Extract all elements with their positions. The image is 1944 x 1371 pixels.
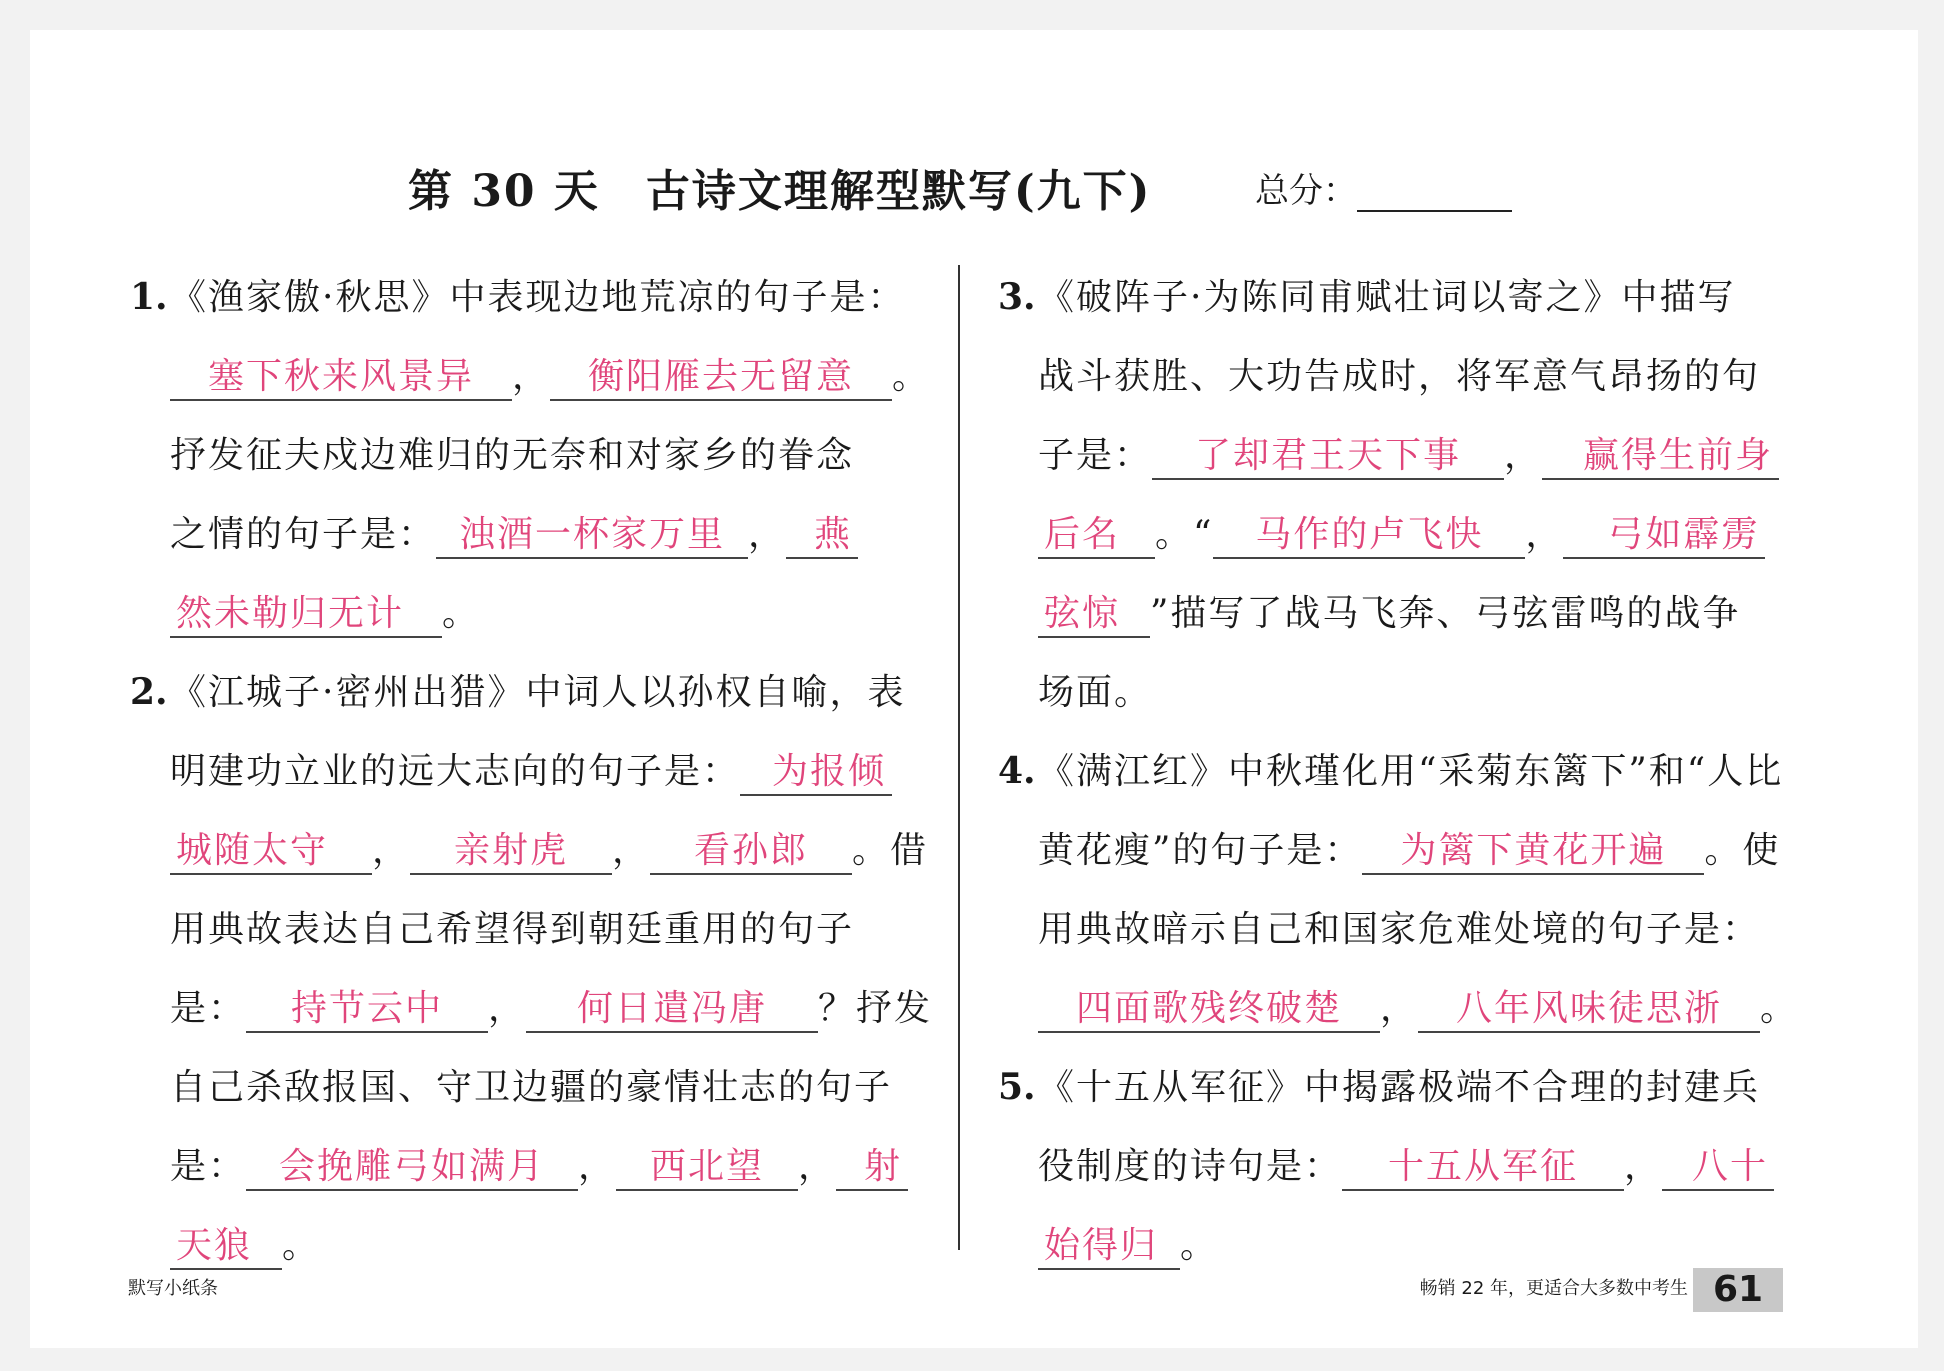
answer-line <box>170 732 930 811</box>
question-text: 自己杀敌报国、守卫边疆的豪情壮志的句子 <box>170 1067 893 1108</box>
punct: 。 <box>892 356 931 397</box>
answer-line <box>1038 416 1813 495</box>
answer-blank[interactable]: 塞下秋来风景异 <box>170 355 512 401</box>
question-number: 5. <box>998 1066 1036 1108</box>
answer-line <box>1038 495 1813 574</box>
answer-blank[interactable]: 为报倾 <box>740 750 892 796</box>
question-text: 《渔家傲·秋思》中表现边地荒凉的句子是： <box>170 277 906 318</box>
score-blank[interactable] <box>1357 178 1512 212</box>
answer-blank[interactable]: 马作的卢飞快 <box>1213 513 1525 559</box>
question-text: 是： <box>170 1146 247 1187</box>
score-label: 总分： <box>1255 171 1357 211</box>
worksheet-page <box>30 30 1918 1348</box>
answer-blank[interactable]: 了却君王天下事 <box>1152 434 1504 480</box>
question-text: 之情的句子是： <box>170 514 437 555</box>
question-4 <box>998 732 1813 1048</box>
answer-blank[interactable]: 赢得生前身 <box>1542 434 1779 480</box>
punct: 。 <box>1180 1225 1219 1266</box>
question-text: 战斗获胜、大功告成时，将军意气昂扬的句 <box>1038 356 1761 397</box>
punct: 。 <box>442 593 481 634</box>
score-field <box>1255 163 1512 212</box>
question-number: 3. <box>998 276 1036 318</box>
punct: ， <box>372 830 411 871</box>
answer-line <box>170 1206 930 1285</box>
punct: ， <box>1380 988 1419 1029</box>
punct: ， <box>1624 1146 1663 1187</box>
question-text: 明建功立业的远大志向的句子是： <box>170 751 741 792</box>
right-column <box>998 258 1813 1285</box>
left-column <box>130 258 933 1285</box>
question-text: 用典故表达自己希望得到朝廷重用的句子 <box>170 909 855 950</box>
question-text: ”描写了战马飞奔、弓弦雷鸣的战争 <box>1150 593 1741 634</box>
answer-line <box>170 337 930 416</box>
answer-blank[interactable]: 天狼 <box>170 1224 282 1270</box>
question-text: 场面。 <box>1038 672 1153 713</box>
answer-blank[interactable]: 衡阳雁去无留意 <box>550 355 892 401</box>
punct: ， <box>748 514 787 555</box>
question-5 <box>998 1048 1813 1285</box>
punct: 。 <box>1760 988 1799 1029</box>
punct: ， <box>512 356 551 397</box>
answer-blank[interactable]: 射 <box>836 1145 908 1191</box>
question-2 <box>130 653 933 1285</box>
answer-blank[interactable]: 浊酒一杯家万里 <box>436 513 748 559</box>
question-3 <box>998 258 1813 732</box>
question-text: 抒发征夫戍边难归的无奈和对家乡的眷念 <box>170 435 855 476</box>
answer-blank[interactable]: 会挽雕弓如满月 <box>246 1145 578 1191</box>
header <box>30 155 1918 225</box>
question-text: 用典故暗示自己和国家危难处境的句子是： <box>1038 909 1761 950</box>
question-number: 1. <box>130 276 168 318</box>
punct: 。 <box>282 1225 321 1266</box>
punct: ， <box>612 830 651 871</box>
answer-blank[interactable]: 始得归 <box>1038 1224 1180 1270</box>
question-text: 。使 <box>1704 830 1781 871</box>
column-divider <box>958 265 960 1250</box>
answer-blank[interactable]: 西北望 <box>616 1145 798 1191</box>
answer-blank[interactable]: 城随太守 <box>170 829 372 875</box>
answer-blank[interactable]: 十五从军征 <box>1342 1145 1624 1191</box>
answer-blank[interactable]: 后名 <box>1038 513 1155 559</box>
answer-blank[interactable]: 何日遣冯唐 <box>526 987 818 1033</box>
page-number: 61 <box>1693 1268 1783 1312</box>
question-text: 《江城子·密州出猎》中词人以孙权自喻，表 <box>170 672 906 713</box>
answer-blank[interactable]: 弓如霹雳 <box>1563 513 1765 559</box>
punct: ， <box>798 1146 837 1187</box>
question-text: 是： <box>170 988 247 1029</box>
answer-line <box>1038 811 1813 890</box>
answer-line <box>170 811 930 890</box>
answer-blank[interactable]: 燕 <box>786 513 858 559</box>
question-number: 4. <box>998 750 1036 792</box>
answer-line <box>170 495 930 574</box>
answer-line <box>1038 969 1813 1048</box>
answer-blank[interactable]: 八十 <box>1662 1145 1774 1191</box>
question-text: 役制度的诗句是： <box>1038 1146 1343 1187</box>
punct: ， <box>578 1146 617 1187</box>
answer-line <box>1038 1127 1813 1206</box>
punct: 。“ <box>1155 514 1214 555</box>
answer-blank[interactable]: 为篱下黄花开遍 <box>1362 829 1704 875</box>
question-text: 《破阵子·为陈同甫赋壮词以寄之》中描写 <box>1038 277 1736 318</box>
question-1 <box>130 258 930 653</box>
answer-line <box>1038 574 1813 653</box>
punct: ， <box>1525 514 1564 555</box>
question-text: 黄花瘦”的句子是： <box>1038 830 1363 871</box>
punct: ， <box>1504 435 1543 476</box>
punct: ， <box>488 988 527 1029</box>
answer-blank[interactable]: 四面歌残终破楚 <box>1038 987 1380 1033</box>
answer-blank[interactable]: 持节云中 <box>246 987 488 1033</box>
answer-blank[interactable]: 看孙郎 <box>650 829 852 875</box>
answer-blank[interactable]: 亲射虎 <box>410 829 612 875</box>
answer-line <box>170 1127 930 1206</box>
answer-blank[interactable]: 弦惊 <box>1038 592 1150 638</box>
answer-blank[interactable]: 然未勒归无计 <box>170 592 442 638</box>
footer-label: 默写小纸条 <box>128 1278 218 1299</box>
answer-line <box>170 969 933 1048</box>
footer-slogan: 畅销 22 年，更适合大多数中考生 <box>1419 1278 1688 1299</box>
answer-blank[interactable]: 八年风味徒思浙 <box>1418 987 1760 1033</box>
question-text: ？抒发 <box>818 988 933 1029</box>
page-title: 第 30 天 古诗文理解型默写(九下) <box>408 166 1152 217</box>
question-number: 2. <box>130 671 168 713</box>
question-text: 。借 <box>852 830 929 871</box>
question-text: 子是： <box>1038 435 1153 476</box>
question-text: 《满江红》中秋瑾化用“采菊东篱下”和“人比 <box>1038 751 1784 792</box>
answer-line <box>170 574 930 653</box>
question-text: 《十五从军征》中揭露极端不合理的封建兵 <box>1038 1067 1761 1108</box>
